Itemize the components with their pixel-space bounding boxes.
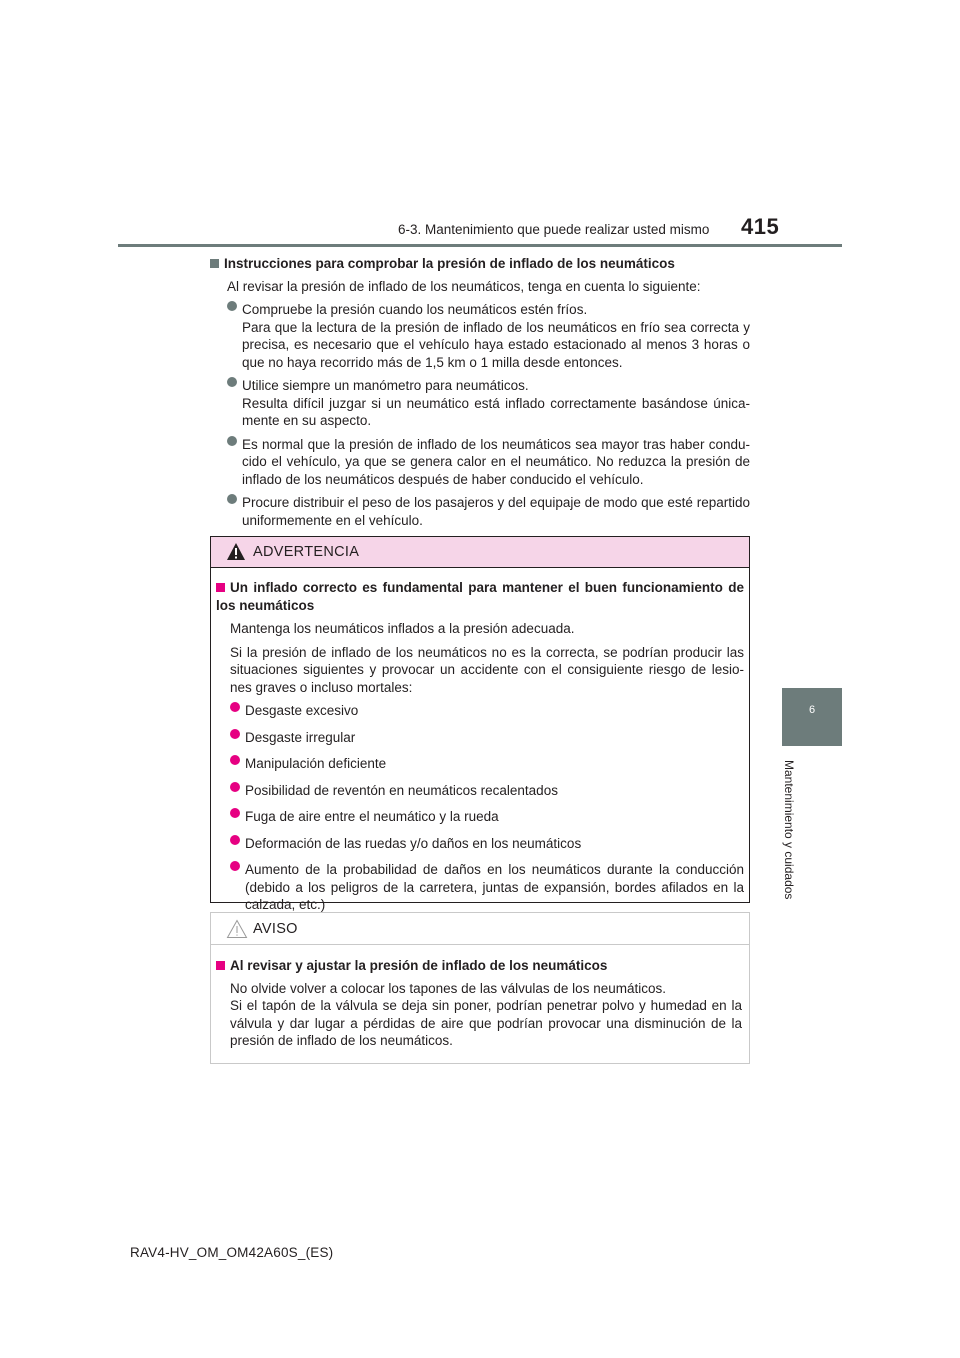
notice-paragraph: No olvide volver a colocar los tapones de las válvulas de los neumáticos. Si el tapón de la válvula se deja sin poner, podrían penetrar polvo y humedad en la válvula y dar lugar a pérdidas de aire que podrían provocar una disminución de la presión de inflado de los neumáticos. [230, 980, 742, 1048]
main-heading: Instrucciones para comprobar la presión de inflado de los neumáticos [210, 255, 750, 273]
document-code: RAV4-HV_OM_OM42A60S_(ES) [130, 1245, 334, 1260]
round-bullet-icon [230, 835, 240, 845]
square-bullet-icon [216, 583, 225, 592]
list-item: Manipulación deficiente [230, 755, 744, 773]
round-bullet-icon [227, 494, 237, 504]
warning-box [210, 536, 750, 912]
warning-heading: Un inflado correcto es fundamental para mantener el buen funcionamiento de los neumáticos [216, 580, 744, 613]
warning-header [211, 537, 749, 568]
list-item: Deformación de las ruedas y/o daños en los neumáticos [230, 835, 744, 853]
list-item: Fuga de aire entre el neumático y la rueda [230, 808, 744, 826]
list-item: Aumento de la probabilidad de daños en los neumáticos durante la conducción (debido a los peligros de la carretera, juntas de expansión, bordes afilados en la calzada, etc.) [230, 861, 744, 914]
square-bullet-icon [216, 961, 225, 970]
page-number: 415 [741, 214, 780, 239]
list-item: Utilice siempre un manómetro para neumáticos. Resulta difícil juzgar si un neumático está inflado correctamente basándose única-mente en su aspecto. [227, 377, 750, 430]
list-item: Posibilidad de reventón en neumáticos recalentados [230, 782, 744, 800]
round-bullet-icon [230, 702, 240, 712]
round-bullet-icon [227, 301, 237, 311]
chapter-number: 6 [808, 704, 816, 716]
round-bullet-icon [230, 729, 240, 739]
notice-box [210, 912, 750, 1064]
round-bullet-icon [227, 377, 237, 387]
chapter-side-label [780, 760, 810, 910]
round-bullet-icon [230, 782, 240, 792]
caution-triangle-outline-icon [226, 919, 248, 939]
header-rule [118, 244, 842, 247]
round-bullet-icon [230, 755, 240, 765]
warning-paragraph: Si la presión de inflado de los neumáticos no es la correcta, se podrían producir las situaciones siguientes y provocar un accidente con el consiguiente riesgo de lesio-nes graves o incluso mortales: [230, 644, 744, 695]
warning-paragraph: Mantenga los neumáticos inflados a la presión adecuada. [230, 621, 575, 636]
round-bullet-icon [230, 861, 240, 871]
warning-body [216, 579, 744, 914]
chapter-tab [782, 688, 842, 746]
notice-body [216, 957, 742, 1050]
round-bullet-icon [227, 436, 237, 446]
notice-heading: Al revisar y ajustar la presión de inflado de los neumáticos [216, 957, 742, 975]
notice-header [211, 913, 749, 945]
list-item: Desgaste irregular [230, 729, 744, 747]
notice-title: AVISO [253, 921, 298, 937]
list-item: Compruebe la presión cuando los neumáticos estén fríos. Para que la lectura de la presión de inflado de los neumáticos en frío sea correcta y precisa, es necesario que el vehículo haya estado estacionado al menos 3 horas o que no haya recorrido más de 1,5 km o 1 milla desde entonces. [227, 301, 750, 371]
main-intro: Al revisar la presión de inflado de los neumáticos, tenga en cuenta lo siguiente: [227, 278, 701, 294]
list-item: Desgaste excesivo [230, 702, 744, 720]
main-content [210, 255, 750, 529]
list-item: Es normal que la presión de inflado de los neumáticos sea mayor tras haber condu-cido el vehículo, ya que se genera calor en el neumático. No reduzca la presión de inflado de los neumáticos después de haber conducido el vehículo. [227, 436, 750, 489]
square-bullet-icon [210, 259, 219, 268]
section-title: 6-3. Mantenimiento que puede realizar usted mismo [398, 222, 710, 237]
warning-title: ADVERTENCIA [253, 544, 360, 560]
warning-triangle-icon [226, 542, 246, 561]
round-bullet-icon [230, 808, 240, 818]
list-item: Procure distribuir el peso de los pasajeros y del equipaje de modo que esté repartido uniformemente en el vehículo. [227, 494, 750, 529]
chapter-title: Mantenimiento y cuidados [782, 760, 796, 900]
